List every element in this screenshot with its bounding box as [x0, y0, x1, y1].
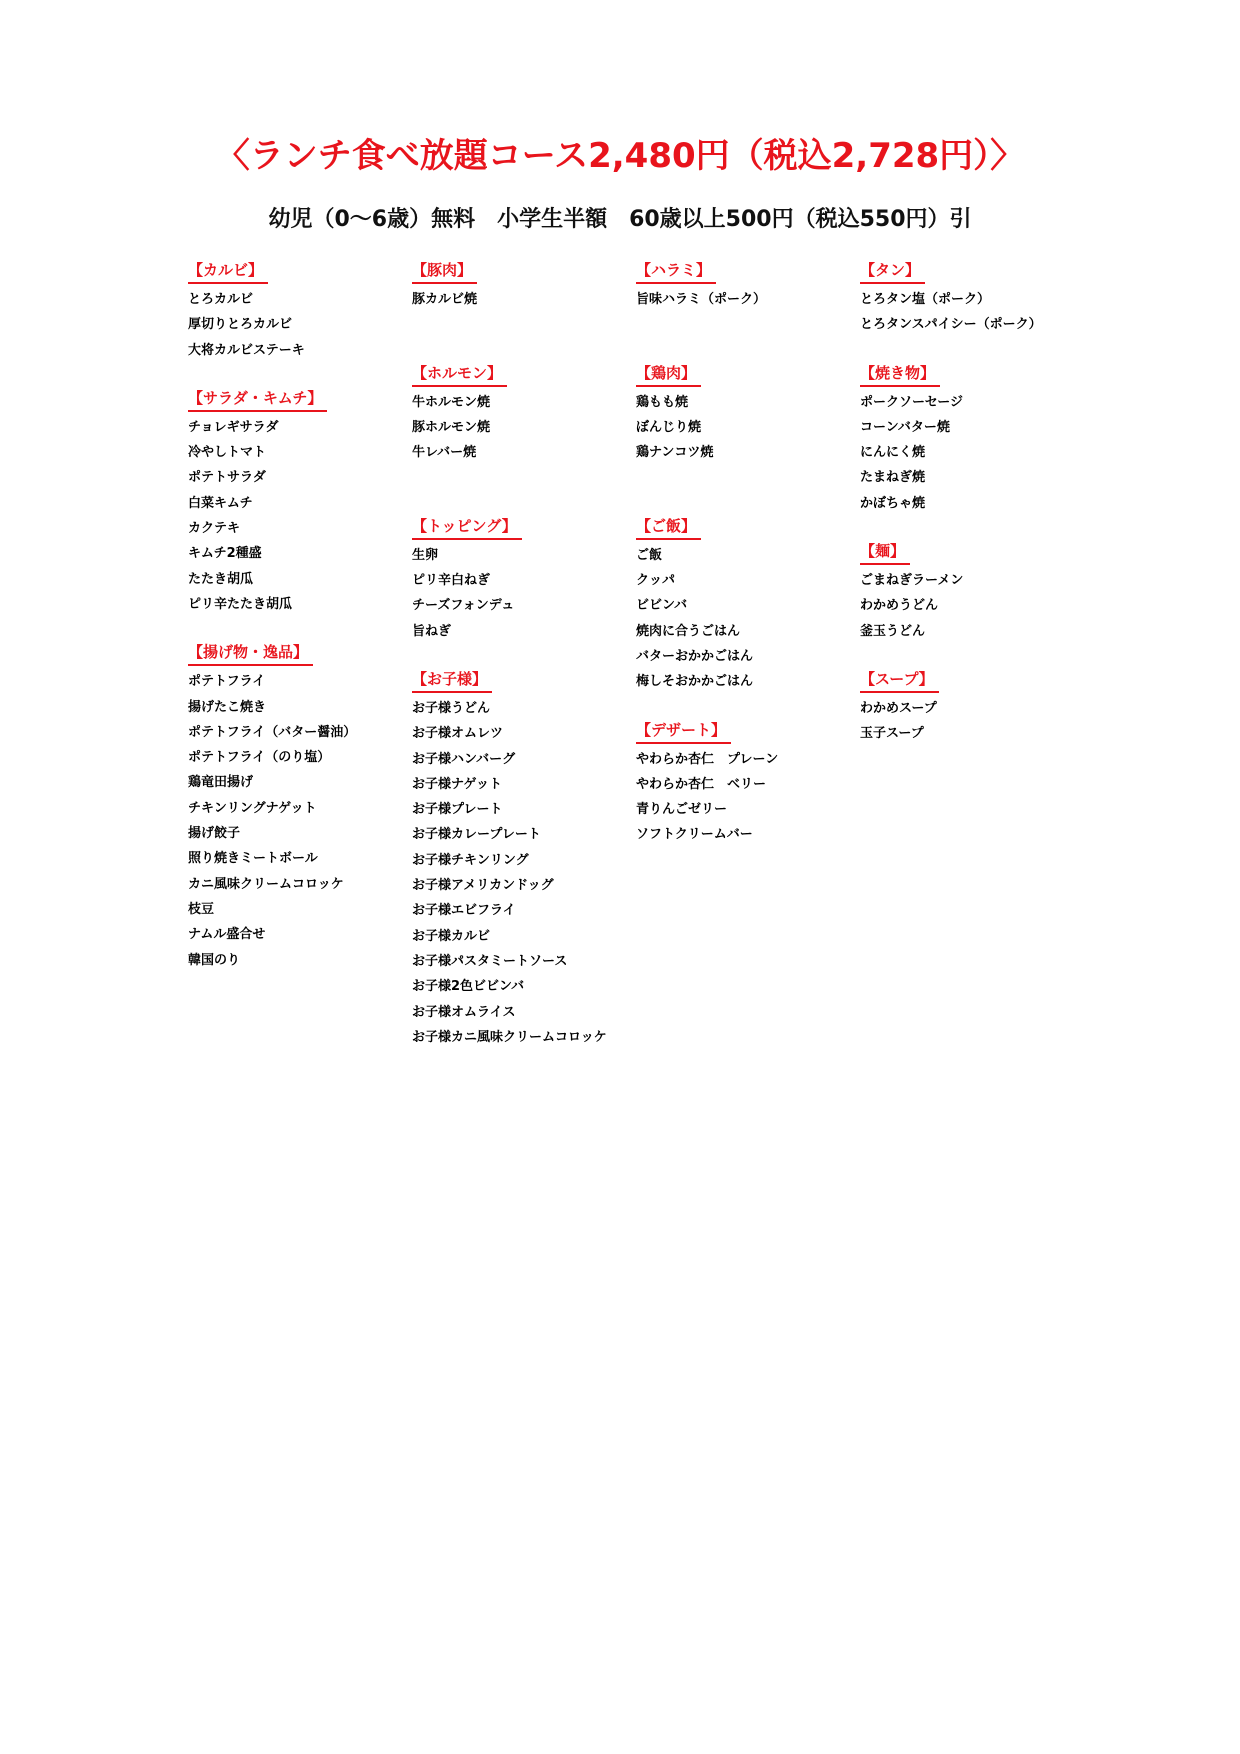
- menu-item: 鶏ナンコツ焼: [636, 445, 714, 461]
- section-title-chicken: 【鶏肉】: [636, 363, 701, 387]
- menu-item: ソフトクリームバー: [636, 827, 753, 843]
- menu-section: [188, 260, 408, 363]
- menu-item: 厚切りとろカルビ: [188, 317, 293, 333]
- menu-item: とろタンスパイシー（ポーク）: [860, 317, 1042, 333]
- menu-item: チョレギサラダ: [188, 419, 279, 435]
- menu-section: [188, 642, 408, 973]
- menu-item: 旨ねぎ: [412, 623, 452, 639]
- menu-item: 牛ホルモン焼: [412, 394, 491, 410]
- menu-item: [636, 465, 856, 490]
- menu-item: ポテトサラダ: [188, 470, 266, 486]
- menu-item: 大将カルビステーキ: [188, 342, 305, 358]
- menu-item: お子様ハンバーグ: [412, 751, 516, 767]
- menu-item: やわらか杏仁 プレーン: [636, 751, 779, 767]
- section-title-soup: 【スープ】: [860, 669, 939, 693]
- menu-item: たまねぎ焼: [860, 470, 926, 486]
- menu-section: [860, 669, 1080, 747]
- menu-item: お子様カニ風味クリームコロッケ: [412, 1029, 607, 1045]
- menu-item: やわらか杏仁 ベリー: [636, 776, 767, 792]
- menu-item: 青りんごゼリー: [636, 802, 728, 818]
- menu-item: カクテキ: [188, 521, 241, 537]
- section-title-tan: 【タン】: [860, 260, 925, 284]
- menu-item: 冷やしトマト: [188, 445, 267, 461]
- menu-item: わかめうどん: [860, 598, 939, 614]
- page-title: 〈ランチ食べ放題コース2,480円（税込2,728円）〉: [215, 136, 1025, 176]
- menu-item: お子様アメリカンドッグ: [412, 878, 554, 894]
- menu-item: ポテトフライ: [188, 674, 266, 690]
- menu-item: お子様うどん: [412, 700, 491, 716]
- menu-item: カニ風味クリームコロッケ: [188, 876, 344, 892]
- menu-item: 旨味ハラミ（ポーク）: [636, 292, 767, 307]
- menu-item: 豚カルビ焼: [412, 292, 478, 307]
- menu-item: ビビンバ: [636, 598, 688, 614]
- menu-item: ピリ辛たたき胡瓜: [188, 596, 293, 612]
- menu-item: 釜玉うどん: [860, 623, 926, 639]
- menu-item: 揚げたこ焼き: [188, 699, 267, 715]
- section-title-pork: 【豚肉】: [412, 260, 477, 284]
- menu-column-3: [636, 260, 856, 873]
- section-title-fried: 【揚げ物・逸品】: [188, 642, 313, 666]
- menu-item: ごまねぎラーメン: [860, 573, 964, 589]
- menu-item: 梅しそおかかごはん: [636, 674, 754, 690]
- menu-item: 豚ホルモン焼: [412, 419, 491, 435]
- menu-item: 焼肉に合うごはん: [636, 623, 741, 639]
- menu-item: お子様チキンリング: [412, 852, 529, 868]
- menu-section: [636, 260, 856, 338]
- menu-item: ぼんじり焼: [636, 419, 702, 435]
- menu-section: [636, 720, 856, 848]
- menu-column-4: [860, 260, 1080, 772]
- section-title-horumon: 【ホルモン】: [412, 363, 507, 387]
- menu-item: お子様オムライス: [412, 1004, 516, 1020]
- menu-item: 生卵: [412, 547, 439, 563]
- menu-item: 鶏竜田揚げ: [188, 775, 254, 791]
- menu-item: かぼちゃ焼: [860, 495, 926, 511]
- menu-item: [412, 465, 632, 490]
- section-title-harami: 【ハラミ】: [636, 260, 716, 284]
- menu-item: 鶏もも焼: [636, 394, 689, 410]
- menu-item: 照り焼きミートボール: [188, 851, 318, 867]
- menu-section: [860, 363, 1080, 516]
- menu-section: [412, 260, 632, 338]
- menu-item: お子様ナゲット: [412, 776, 502, 792]
- menu-item: ポテトフライ（のり塩）: [188, 750, 331, 766]
- menu-item: 韓国のり: [188, 952, 241, 968]
- menu-item: 玉子スープ: [860, 726, 924, 742]
- menu-item: ナムル盛合せ: [188, 927, 266, 943]
- menu-item: お子様パスタミートソース: [412, 953, 568, 969]
- section-title-rice: 【ご飯】: [636, 516, 701, 540]
- menu-item: バターおかかごはん: [636, 648, 754, 664]
- section-title-salad-kimchi: 【サラダ・キムチ】: [188, 388, 327, 412]
- menu-column-1: [188, 260, 408, 998]
- menu-section: [412, 363, 632, 491]
- section-title-topping: 【トッピング】: [412, 516, 522, 540]
- menu-section: [412, 669, 632, 1050]
- menu-item: ポークソーセージ: [860, 394, 963, 410]
- menu-item: [412, 312, 632, 337]
- section-title-karubi: 【カルビ】: [188, 260, 268, 284]
- menu-item: チキンリングナゲット: [188, 800, 317, 816]
- menu-section: [860, 260, 1080, 338]
- menu-item: たたき胡瓜: [188, 571, 254, 587]
- menu-item: キムチ2種盛: [188, 546, 262, 562]
- menu-item: コーンバター焼: [860, 419, 950, 435]
- menu-item: チーズフォンデュ: [412, 598, 515, 614]
- menu-item: ピリ辛白ねぎ: [412, 573, 491, 589]
- menu-item: わかめスープ: [860, 700, 937, 716]
- section-title-grilled: 【焼き物】: [860, 363, 940, 387]
- menu-item: にんにく焼: [860, 445, 926, 461]
- menu-section: [636, 363, 856, 491]
- menu-item: 牛レバー焼: [412, 445, 477, 461]
- menu-item: お子様エビフライ: [412, 903, 516, 919]
- menu-item: 枝豆: [188, 901, 215, 917]
- menu-item: 白菜キムチ: [188, 495, 253, 511]
- menu-section: [412, 516, 632, 644]
- menu-item: お子様オムレツ: [412, 726, 504, 742]
- price-note: 幼児（0～6歳）無料 小学生半額 60歳以上500円（税込550円）引: [268, 207, 972, 232]
- section-title-kids: 【お子様】: [412, 669, 492, 693]
- menu-column-2: [412, 260, 632, 1075]
- menu-item: 揚げ餃子: [188, 826, 241, 842]
- section-title-dessert: 【デザート】: [636, 720, 731, 744]
- menu-item: とろタン塩（ポーク）: [860, 292, 991, 307]
- menu-item: とろカルビ: [188, 292, 254, 307]
- menu-item: お子様カレープレート: [412, 827, 541, 843]
- menu-section: [636, 516, 856, 695]
- menu-item: [636, 312, 856, 337]
- menu-item: お子様カルビ: [412, 928, 491, 944]
- menu-item: クッパ: [636, 573, 676, 589]
- menu-section: [860, 541, 1080, 644]
- menu-item: ポテトフライ（バター醤油）: [188, 724, 357, 740]
- menu-item: お子様プレート: [412, 802, 503, 818]
- section-title-noodles: 【麺】: [860, 541, 910, 565]
- menu-item: ご飯: [636, 547, 663, 563]
- menu-section: [188, 388, 408, 617]
- menu-item: お子様2色ビビンバ: [412, 979, 525, 995]
